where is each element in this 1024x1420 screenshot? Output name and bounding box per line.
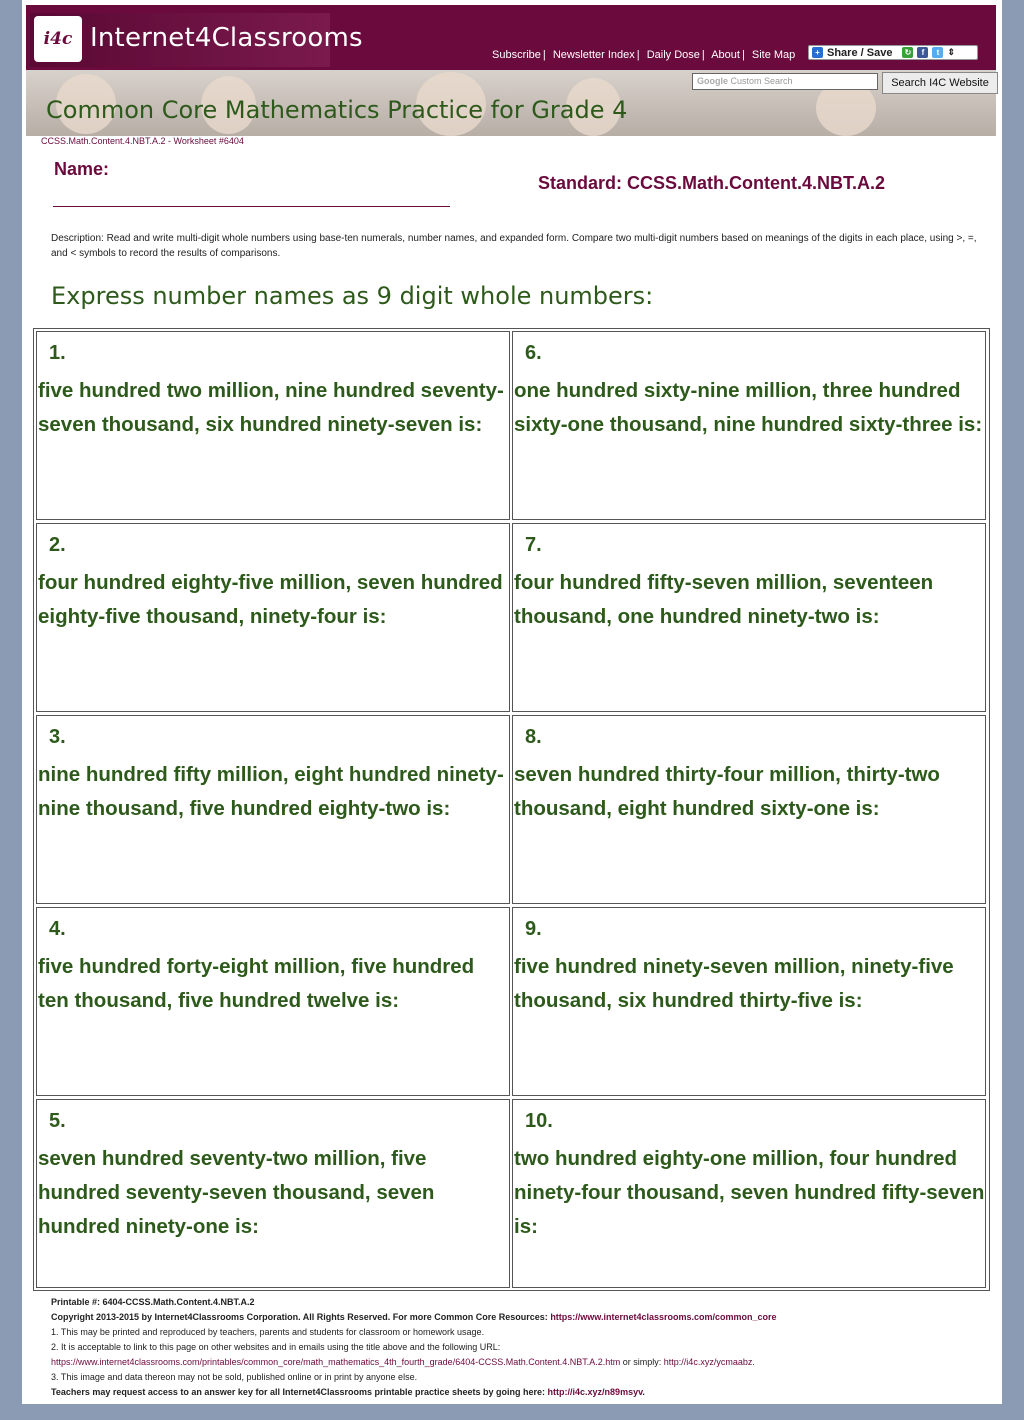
problem-text: five hundred ninety-seven million, ninety-five thousand, six hundred thirty-five is:	[514, 955, 954, 1012]
search-placeholder: Custom Search	[730, 76, 793, 86]
problem-text: four hundred eighty-five million, seven hundred eighty-five thousand, ninety-four is:	[38, 571, 503, 628]
header-bar	[26, 5, 996, 70]
share-save-label: Share / Save	[827, 46, 893, 59]
usage-note-2: 2. It is acceptable to link to this page on other websites and in emails using the title above and the following URL:	[51, 1342, 501, 1352]
problem-number: 5.	[49, 1110, 66, 1132]
worksheet-url-link[interactable]: https://www.internet4classrooms.com/printables/common_core/math_mathematics_4th_fourth_grade/6404-CCSS.Math.Content.4.NBT.A.2.htm	[51, 1357, 621, 1367]
top-nav: Subscribe | Newsletter Index | Daily Dose | About | Site Map	[492, 49, 796, 61]
problem-cell	[36, 907, 510, 1096]
worksheet-id: CCSS.Math.Content.4.NBT.A.2 - Worksheet #6404	[41, 136, 244, 146]
name-line	[53, 206, 450, 207]
search-button[interactable]: Search I4C Website	[882, 72, 998, 94]
problem-number: 3.	[49, 726, 66, 748]
share-save-button[interactable]	[808, 45, 978, 60]
problem-cell	[36, 1099, 510, 1288]
nav-site-map-link[interactable]: Site Map	[751, 49, 796, 61]
instructions: Express number names as 9 digit whole numbers:	[51, 282, 654, 310]
page	[22, 0, 1002, 1404]
problem-grid	[33, 328, 990, 1291]
nav-newsletter-index-link[interactable]: Newsletter Index	[552, 49, 635, 61]
usage-note-1: 1. This may be printed and reproduced by teachers, parents and students for classroom or homework usage.	[51, 1327, 485, 1337]
share-icon: ↻	[902, 47, 913, 58]
logo[interactable]	[30, 13, 363, 67]
printable-id: Printable #: 6404-CCSS.Math.Content.4.NBT.A.2	[51, 1297, 255, 1307]
problem-text: one hundred sixty-nine million, three hundred sixty-one thousand, nine hundred sixty-three is:	[514, 379, 983, 436]
twitter-icon: t	[932, 47, 943, 58]
problem-number: 6.	[525, 342, 542, 364]
nav-about-link[interactable]: About	[711, 49, 740, 61]
answer-key-link[interactable]: http://i4c.xyz/n89msyv	[547, 1387, 643, 1397]
problem-text: two hundred eighty-one million, four hundred ninety-four thousand, seven hundred fifty-seven is:	[514, 1147, 985, 1238]
problem-number: 7.	[525, 534, 542, 556]
problem-text: seven hundred thirty-four million, thirty-two thousand, eight hundred sixty-one is:	[514, 763, 940, 820]
problem-cell	[512, 715, 986, 904]
usage-note-2-links: https://www.internet4classrooms.com/printables/common_core/math_mathematics_4th_fourth_grade/6404-CCSS.Math.Content.4.NBT.A.2.htm or simply: http://i4c.xyz/ycmaabz.	[51, 1357, 755, 1367]
problem-number: 8.	[525, 726, 542, 748]
problem-cell	[512, 1099, 986, 1288]
problem-cell	[36, 331, 510, 520]
problem-text: five hundred forty-eight million, five hundred ten thousand, five hundred twelve is:	[38, 955, 475, 1012]
problem-number: 9.	[525, 918, 542, 940]
problem-text: seven hundred seventy-two million, five hundred seventy-seven thousand, seven hundred ninety-one is:	[38, 1147, 435, 1238]
problem-cell	[36, 523, 510, 712]
logo-text: Internet4Classrooms	[90, 23, 363, 53]
problem-number: 1.	[49, 342, 66, 364]
common-core-link[interactable]: https://www.internet4classrooms.com/common_core	[550, 1312, 777, 1322]
banner	[26, 70, 996, 136]
page-title: Common Core Mathematics Practice for Grade 4	[46, 96, 628, 124]
problem-text: five hundred two million, nine hundred seventy-seven thousand, six hundred ninety-seven is:	[38, 379, 504, 436]
nav-daily-dose-link[interactable]: Daily Dose	[646, 49, 700, 61]
problem-cell	[512, 331, 986, 520]
share-plus-icon: +	[812, 47, 823, 58]
problem-text: four hundred fifty-seven million, seventeen thousand, one hundred ninety-two is:	[514, 571, 934, 628]
nav-subscribe-link[interactable]: Subscribe	[492, 49, 541, 61]
problem-text: nine hundred fifty million, eight hundred ninety-nine thousand, five hundred eighty-two is:	[38, 763, 504, 820]
logo-badge: i4c	[34, 16, 82, 62]
google-brand-label: Google	[697, 76, 728, 86]
problem-number: 2.	[49, 534, 66, 556]
problem-number: 10.	[525, 1110, 553, 1132]
copyright: Copyright 2013-2015 by Internet4Classrooms Corporation. All Rights Reserved. For more Common Core Resources: https://www.internet4classrooms.com/common_core	[51, 1312, 777, 1322]
problem-cell	[512, 523, 986, 712]
footer	[51, 1295, 991, 1400]
description: Description: Read and write multi-digit whole numbers using base-ten numerals, number names, and expanded form. Compare two multi-digit numbers based on meanings of the digits in each place, using >, =, and < symbols to record the results of comparisons.	[51, 233, 977, 259]
name-label: Name:	[54, 159, 110, 179]
standard-label: Standard: CCSS.Math.Content.4.NBT.A.2	[538, 173, 886, 193]
answer-key-note: Teachers may request access to an answer key for all Internet4Classrooms printable practice sheets by going here: http://i4c.xyz/n89msyv.	[51, 1387, 645, 1397]
problem-cell	[512, 907, 986, 1096]
problem-number: 4.	[49, 918, 66, 940]
search-input[interactable]	[692, 73, 878, 90]
facebook-icon: f	[917, 47, 928, 58]
usage-note-3: 3. This image and data thereon may not be sold, published online or in print by anyone else.	[51, 1372, 418, 1382]
problem-cell	[36, 715, 510, 904]
short-url-link[interactable]: http://i4c.xyz/ycmaabz	[663, 1357, 753, 1367]
chevron-updown-icon: ⇕	[947, 47, 955, 57]
